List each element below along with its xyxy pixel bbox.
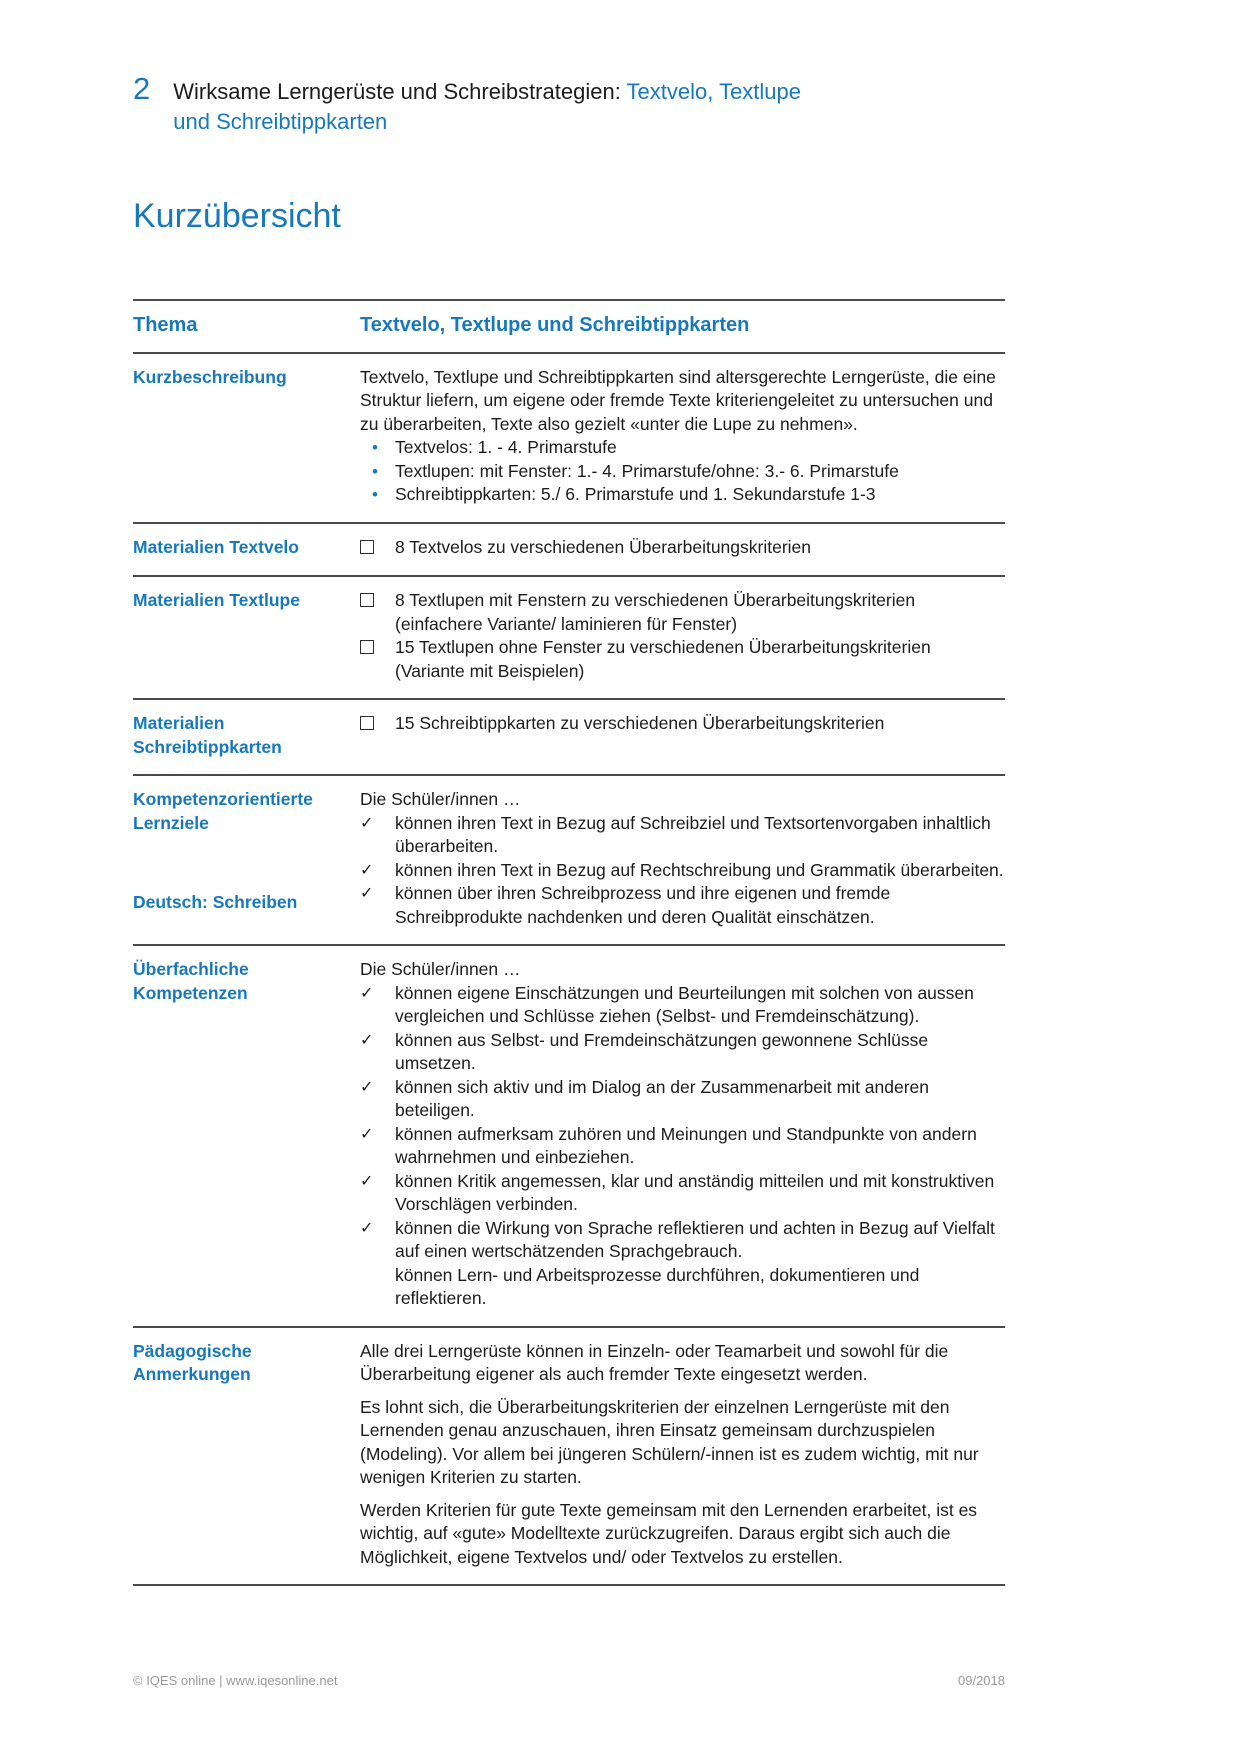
checkmark-icon: ✓ xyxy=(360,1031,374,1049)
item-text: 15 Schreibtippkarten zu verschiedenen Überarbeitungskriterien xyxy=(395,713,885,734)
check-item xyxy=(360,1029,1005,1076)
row-label xyxy=(133,536,360,561)
table-row-kompetenzorientierte-lernziele xyxy=(133,774,1005,944)
item-text: können aufmerksam zuhören und Meinungen und Standpunkte von andern wahrnehmen und einbeziehen. xyxy=(395,1123,977,1168)
row-label-line: Materialien Textvelo xyxy=(133,536,299,557)
item-text: können aus Selbst- und Fremdeinschätzungen gewonnene Schlüsse umsetzen. xyxy=(395,1029,929,1074)
checkmark-icon: ✓ xyxy=(360,1219,374,1237)
paragraph: Die Schüler/innen … xyxy=(360,959,521,980)
table-row-materialien-textlupe xyxy=(133,575,1005,698)
check-item xyxy=(360,982,1005,1029)
item-text: 8 Textlupen mit Fenstern zu verschiedenen Überarbeitungskriterien (einfachere Variante/ laminieren für Fenster) xyxy=(395,590,916,634)
paragraph: Werden Kriterien für gute Texte gemeinsam mit den Lernenden erarbeitet, ist es wichtig, auf «gute» Modelltexte zurückzugreifen. Daraus ergibt sich auch die Möglichkeit, eigene Textvelos und/ oder Textvelos zu erstellen. xyxy=(360,1499,978,1567)
bullet-icon: • xyxy=(372,461,378,481)
item-text: können Kritik angemessen, klar und anständig mitteilen und mit konstruktiven Vorschlägen verbinden. xyxy=(395,1170,995,1215)
table-row-materialien-schreibtippkarten xyxy=(133,698,1005,774)
bullet-item xyxy=(360,460,1005,484)
row-content xyxy=(360,366,1005,507)
row-label xyxy=(133,313,360,337)
page-title: Kurzübersicht xyxy=(133,197,341,235)
item-text: 8 Textvelos zu verschiedenen Überarbeitungskriterien xyxy=(395,536,812,557)
row-content xyxy=(360,1340,1005,1570)
row-label-line: Thema xyxy=(133,313,198,336)
row-label xyxy=(133,712,360,759)
doc-header xyxy=(133,73,1005,137)
item-text: können sich aktiv und im Dialog an der Zusammenarbeit mit anderen beteiligen. xyxy=(395,1076,930,1121)
checkbox-marker xyxy=(360,589,395,636)
check-item xyxy=(360,1217,1005,1311)
check-item xyxy=(360,1076,1005,1123)
item-text: Schreibtippkarten: 5./ 6. Primarstufe und 1. Sekundarstufe 1-3 xyxy=(395,484,876,505)
checkmark-icon: ✓ xyxy=(360,1125,374,1143)
checkbox-marker xyxy=(360,712,395,737)
row-content xyxy=(360,536,1005,561)
row-content xyxy=(360,958,1005,1311)
item-text: Textlupen: mit Fenster: 1.- 4. Primarstufe/ohne: 3.- 6. Primarstufe xyxy=(395,460,899,481)
check-item xyxy=(360,812,1005,859)
doc-title-plain: Wirksame Lerngerüste und Schreibstrategien: xyxy=(173,79,627,104)
page-number: 2 xyxy=(133,71,151,106)
row-label-line: Deutsch: Schreiben xyxy=(133,892,298,913)
paragraph: Alle drei Lerngerüste können in Einzeln- oder Teamarbeit und sowohl für die Überarbeitung eigener als auch fremder Texte eingesetzt werden. xyxy=(360,1340,949,1385)
item-text: können die Wirkung von Sprache reflektieren und achten in Bezug auf Vielfalt auf einen wertschätzenden Sprachgebrauch. können Lern- und Arbeitsprozesse durchführen, dokumentieren und reflektieren. xyxy=(395,1217,1005,1311)
item-text: Textvelos: 1. - 4. Primarstufe xyxy=(395,437,617,458)
bullet-item xyxy=(360,483,1005,507)
item-text-continued: können Lern- und Arbeitsprozesse durchführen, dokumentieren und reflektieren. xyxy=(395,1264,920,1309)
table-row-paedagogische-anmerkungen xyxy=(133,1326,1005,1585)
bullet-item xyxy=(360,436,1005,460)
check-item xyxy=(360,882,1005,929)
check-item xyxy=(360,859,1005,883)
item-text: können über ihren Schreibprozess und ihre eigenen und fremde Schreibprodukte nachdenken und deren Qualität einschätzen. xyxy=(395,883,891,927)
overview-table xyxy=(133,299,1005,1587)
row-label-line: Materialien Schreibtippkarten xyxy=(133,713,282,757)
footer-date: 09/2018 xyxy=(958,1673,1005,1688)
checkbox-icon xyxy=(360,716,374,730)
row-label-line: Pädagogische Anmerkungen xyxy=(133,1340,252,1385)
check-item xyxy=(360,1170,1005,1217)
doc-title-accent: Textvelo, Textlupe und Schreibtippkarten xyxy=(173,79,802,134)
checkmark-icon: ✓ xyxy=(360,861,374,879)
row-content xyxy=(360,313,1005,337)
checkbox-item xyxy=(360,589,1005,636)
bullet-icon: • xyxy=(372,438,378,458)
checkmark-icon: ✓ xyxy=(360,1078,374,1096)
table-row-materialien-textvelo xyxy=(133,522,1005,576)
row-content xyxy=(360,712,1005,759)
row-label-line: Materialien Textlupe xyxy=(133,590,300,611)
table-row-ueberfachliche-kompetenzen xyxy=(133,944,1005,1326)
checkbox-item xyxy=(360,712,1005,737)
row-label xyxy=(133,1340,360,1570)
item-text: können ihren Text in Bezug auf Rechtschreibung und Grammatik überarbeiten. xyxy=(395,859,1004,880)
checkmark-icon: ✓ xyxy=(360,885,374,903)
checkbox-marker xyxy=(360,536,395,561)
page-footer xyxy=(133,1673,1005,1688)
item-text: 15 Textlupen ohne Fenster zu verschiedenen Überarbeitungskriterien (Variante mit Beispielen) xyxy=(395,637,931,681)
row-label xyxy=(133,958,360,1311)
row-label-line: Kurzbeschreibung xyxy=(133,366,287,387)
checkmark-icon: ✓ xyxy=(360,814,374,832)
paragraph: Die Schüler/innen … xyxy=(360,789,521,810)
row-content xyxy=(360,788,1005,929)
item-text: können ihren Text in Bezug auf Schreibziel und Textsortenvorgaben inhaltlich überarbeiten. xyxy=(395,812,991,857)
check-item xyxy=(360,1123,1005,1170)
checkmark-icon: ✓ xyxy=(360,984,374,1002)
row-label xyxy=(133,589,360,683)
checkbox-item xyxy=(360,536,1005,561)
checkbox-item xyxy=(360,636,1005,683)
doc-title xyxy=(173,77,828,137)
checkbox-icon xyxy=(360,640,374,654)
checkbox-icon xyxy=(360,593,374,607)
paragraph: Textvelo, Textlupe und Schreibtippkarten sind altersgerechte Lerngerüste, die eine Struktur liefern, um eigene oder fremde Texte kriteriengeleitet zu untersuchen und zu überarbeiten, Texte also gezielt «unter die Lupe zu nehmen». xyxy=(360,366,996,434)
table-row-kurzbeschreibung xyxy=(133,352,1005,522)
footer-copyright: © IQES online | www.iqesonline.net xyxy=(133,1673,338,1688)
row-content xyxy=(360,589,1005,683)
row-label-line: Kompetenzorientierte Lernziele xyxy=(133,789,313,833)
row-label xyxy=(133,788,360,929)
row-title-text: Textvelo, Textlupe und Schreibtippkarten xyxy=(360,313,750,336)
checkbox-icon xyxy=(360,540,374,554)
checkbox-marker xyxy=(360,636,395,683)
paragraph: Es lohnt sich, die Überarbeitungskriterien der einzelnen Lerngerüste mit den Lernenden genau anzuschauen, ihren Einsatz gemeinsam durchzuspielen (Modeling). Vor allem bei jüngeren Schülern/-innen ist es zudem wichtig, mit nur wenigen Kriterien zu starten. xyxy=(360,1396,979,1488)
table-row-thema xyxy=(133,299,1005,352)
bullet-icon: • xyxy=(372,485,378,505)
row-label xyxy=(133,366,360,507)
checkmark-icon: ✓ xyxy=(360,1172,374,1190)
row-label-line: Überfachliche Kompetenzen xyxy=(133,959,249,1003)
item-text: können eigene Einschätzungen und Beurteilungen mit solchen von aussen vergleichen und Schlüsse ziehen (Selbst- und Fremdeinschätzung). xyxy=(395,982,974,1027)
